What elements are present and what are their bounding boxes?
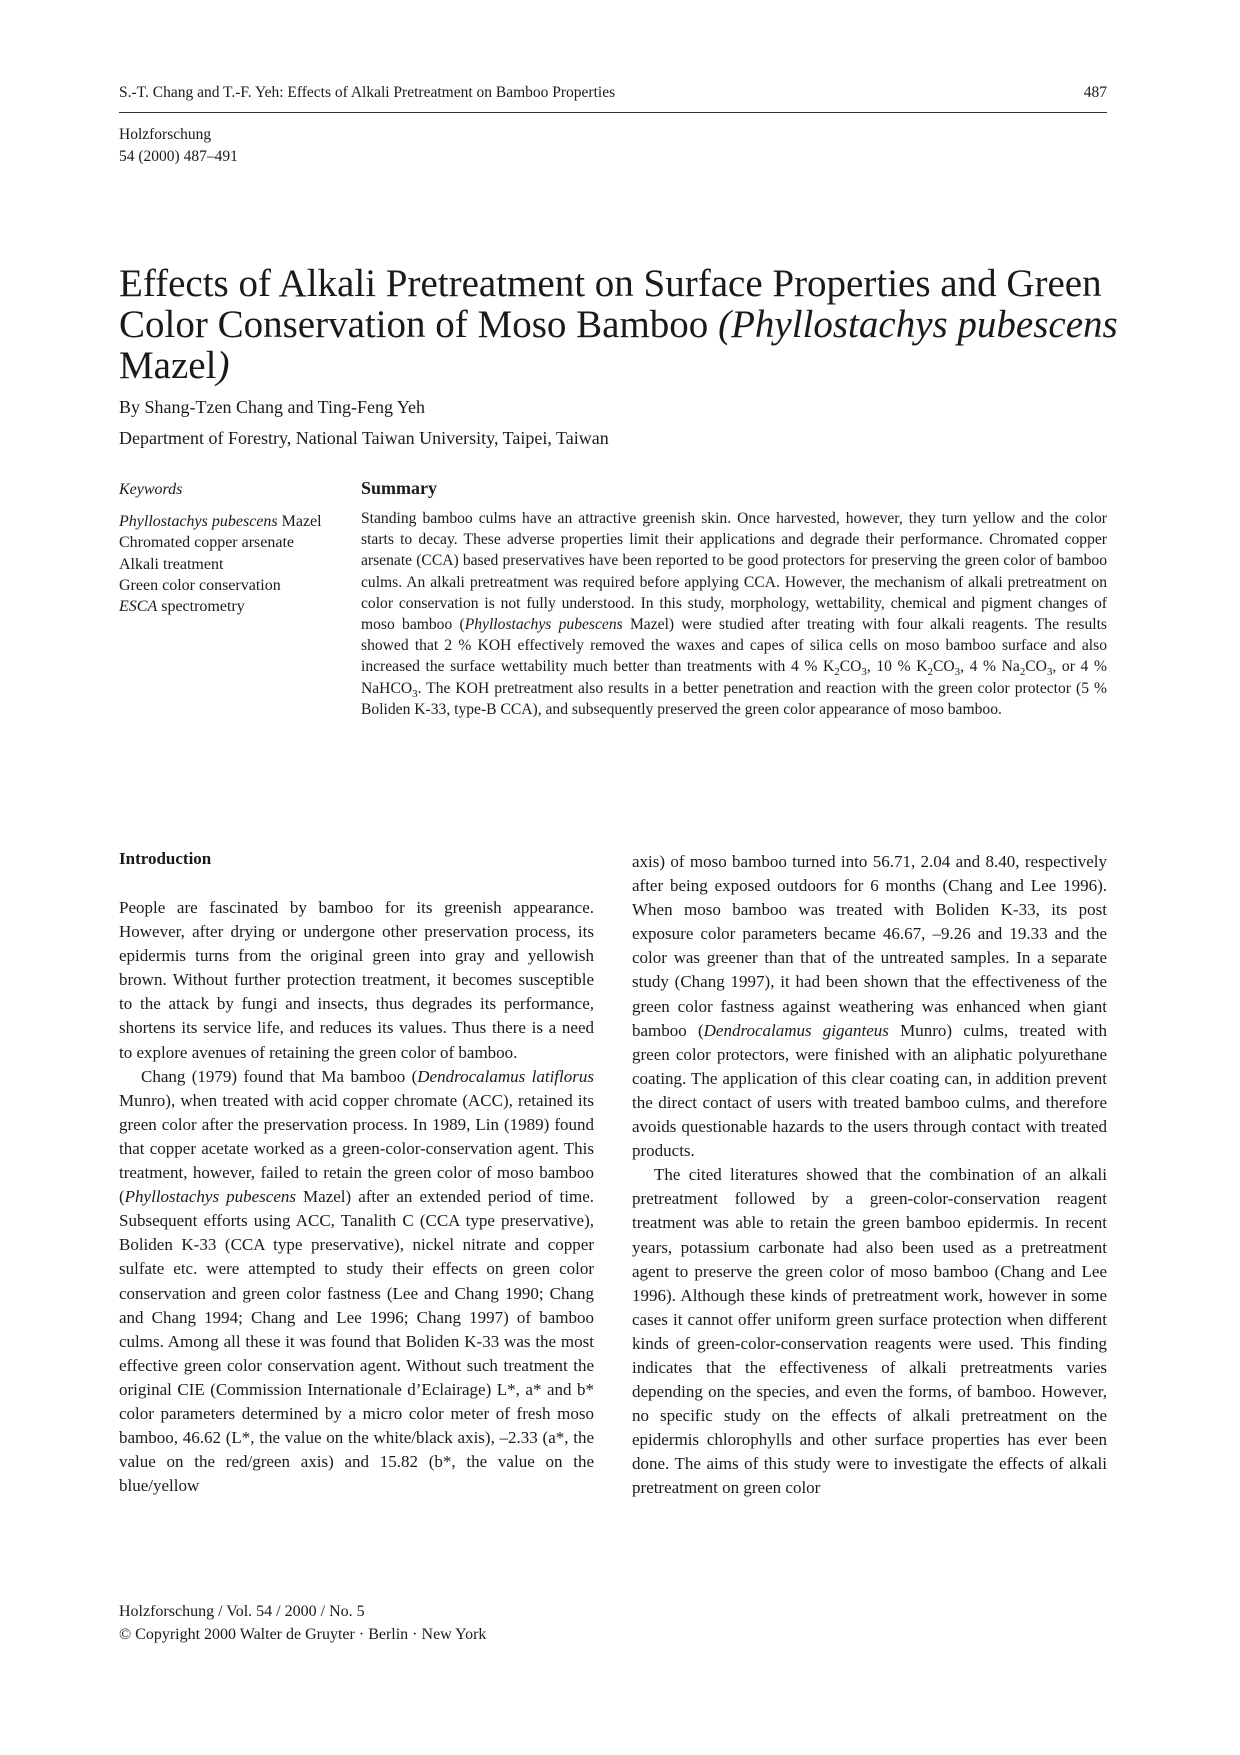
intro-paragraph-3: The cited literatures showed that the combination of an alkali pretreatment followed by a green-color-conservation reagent treatment was able to retain the green bamboo epidermis. In recent years, potassium carbonate had also been used as a pretreatment agent to preserve the green color of moso bamboo (Chang and Lee 1996). Although these kinds of pretreatment work, however in some cases it cannot offer uniform green surface protection when different kinds of green-color-conservation reagents were used. This finding indicates that the effectiveness of alkali pretreatments varies depending on the species, and even the forms, of bamboo. However, no specific study on the effects of alkali pretreatment on the epidermis chlorophylls and other surface properties has ever been done. The aims of this study were to investigate the effects of alkali pretreatment on green color xyxy=(632,1165,1107,1498)
keyword-item: Phyllostachys pubescens Mazel xyxy=(119,513,322,530)
journal-name: Holzforschung xyxy=(119,126,212,143)
body-column-left xyxy=(119,896,594,1498)
keyword-item: Chromated copper arsenate xyxy=(119,534,295,552)
body-column-right xyxy=(632,850,1107,1501)
authors: By Shang-Tzen Chang and Ting-Feng Yeh xyxy=(119,397,426,417)
affiliation: Department of Forestry, National Taiwan University, Taipei, Taiwan xyxy=(119,428,609,448)
footer-journal-issue: Holzforschung / Vol. 54 / 2000 / No. 5 xyxy=(119,1603,365,1620)
keywords-heading: Keywords xyxy=(119,481,183,498)
introduction-heading: Introduction xyxy=(119,849,212,868)
intro-paragraph-1: People are fascinated by bamboo for its greenish appearance. However, after drying or undergone other preservation process, its epidermis turns from the original green into gray and yellowish brown. Without further protection treatment, it becomes susceptible to the attack by fungi and insects, thus degrades its performance, shortens its service life, and reduces its values. Thus there is a need to explore avenues of retaining the green color of bamboo. xyxy=(119,898,594,1062)
header-divider xyxy=(119,112,1107,113)
footer-copyright: © Copyright 2000 Walter de Gruyter · Berlin · New York xyxy=(119,1626,487,1643)
keyword-item: Alkali treatment xyxy=(119,555,224,573)
footer xyxy=(119,1600,486,1646)
article-title: Effects of Alkali Pretreatment on Surface Properties and Green Color Conservation of Moso Bamboo (Phyllostachys pubescens Mazel) xyxy=(119,262,1118,387)
keywords-list xyxy=(119,511,354,617)
running-head xyxy=(119,84,1107,102)
journal-volume-pages: 54 (2000) 487–491 xyxy=(119,148,238,165)
keyword-item: Green color conservation xyxy=(119,576,281,594)
intro-paragraph-2: Chang (1979) found that Ma bamboo (Dendrocalamus latiflorus Munro), when treated with acid copper chromate (ACC), retained its green color after the preservation process. In 1989, Lin (1989) found that copper acetate worked as a green-color-conservation agent. This treatment, however, failed to retain the green color of moso bamboo (Phyllostachys pubescens Mazel) after an extended period of time. Subsequent efforts using ACC, Tanalith C (CCA type preservative), Boliden K-33 (CCA type preservative), nickel nitrate and copper sulfate etc. were attempted to study their effects on green color conservation and green color fastness (Lee and Chang 1990; Chang and Chang 1994; Chang and Lee 1996; Chang 1997) of bamboo culms. Among all these it was found that Boliden K-33 was the most effective green color conservation agent. Without such treatment the original CIE (Commission Internationale d’Eclairage) L*, a* and b* color parameters determined by a micro color meter of fresh moso bamboo, 46.62 (L*, the value on the white/black axis), –2.33 (a*, the value on the red/green axis) and 15.82 (b*, the value on the blue/yellow xyxy=(119,1066,594,1496)
journal-reference xyxy=(119,124,238,168)
summary-heading: Summary xyxy=(361,478,437,498)
page-number: 487 xyxy=(1083,84,1107,101)
running-head-title: S.-T. Chang and T.-F. Yeh: Effects of Alkali Pretreatment on Bamboo Properties xyxy=(119,84,616,101)
summary-text: Standing bamboo culms have an attractive greenish skin. Once harvested, however, they turn yellow and the color starts to decay. These adverse properties limit their applications and degrade their performance. Chromated copper arsenate (CCA) based preservatives have been reported to be good protectors for preserving the green color of bamboo culms. An alkali pretreatment was required before applying CCA. However, the mechanism of alkali pretreatment on color conservation is not fully understood. In this study, morphology, wettability, chemical and pigment changes of moso bamboo (Phyllostachys pubescens Mazel) were studied after treating with four alkali reagents. The results showed that 2 % KOH effectively removed the waxes and capes of silica cells on moso bamboo surface and also increased the surface wettability much better than treatments with 4 % $K_2CO_3$, 10 % $K_2CO_3$, 4 % $Na_2CO_3$, or 4 % NaHCO$_3$. The KOH pretreatment also results in a better penetration and reaction with the green color protector (5 % Boliden K-33, type-B CCA), and subsequently preserved the green color appearance of moso bamboo. xyxy=(361,510,1107,718)
keyword-item: ESCA spectrometry xyxy=(119,598,245,616)
intro-paragraph-2-cont: axis) of moso bamboo turned into 56.71, 2.04 and 8.40, respectively after being exposed outdoors for 6 months (Chang and Lee 1996). When moso bamboo was treated with Boliden K-33, its post exposure color parameters became 46.67, –9.26 and 19.33 and the color was greener than that of the untreated samples. In a separate study (Chang 1997), it had been shown that the effectiveness of the green color fastness against weathering was enhanced when giant bamboo (Dendrocalamus giganteus Munro) culms, treated with green color protectors, were finished with an aliphatic polyurethane coating. The application of this clear coating can, in addition prevent the direct contact of users with treated bamboo culms, and therefore avoids questionable hazards to the users through contact with treated products. xyxy=(632,852,1107,1161)
